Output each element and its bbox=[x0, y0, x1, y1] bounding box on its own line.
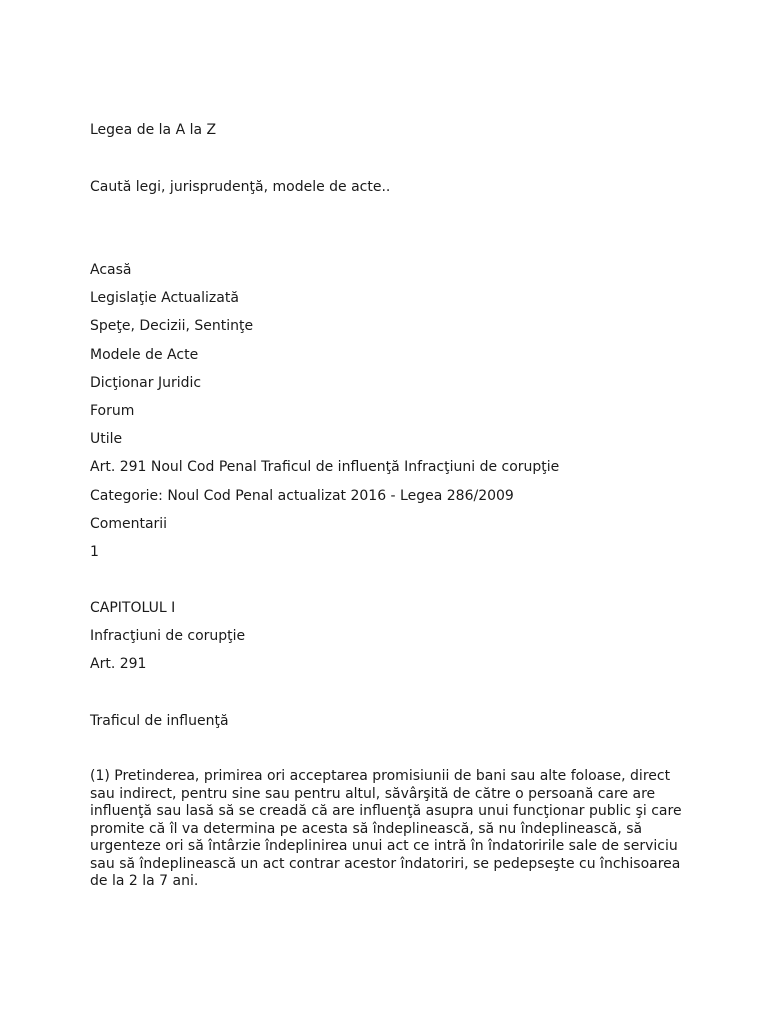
chapter-title: Infracţiuni de corupţie bbox=[90, 628, 246, 644]
nav-item-dictionar[interactable]: Dicţionar Juridic bbox=[90, 375, 202, 391]
site-title[interactable]: Legea de la A la Z bbox=[90, 122, 217, 138]
comments-label[interactable]: Comentarii bbox=[90, 516, 168, 532]
article-heading: Art. 291 Noul Cod Penal Traficul de influenţă Infracţiuni de corupţie bbox=[90, 459, 560, 475]
article-category[interactable]: Categorie: Noul Cod Penal actualizat 2016 - Legea 286/2009 bbox=[90, 488, 514, 504]
nav-item-utile[interactable]: Utile bbox=[90, 431, 123, 447]
article-paragraph: (1) Pretinderea, primirea ori acceptarea promisiunii de bani sau alte foloase, direct sau indirect, pentru sine sau pentru altul, săvârşită de către o persoană care are influenţă sau lasă să se creadă că are influenţă asupra unui funcţionar public şi care promite că îl va determina pe acesta să îndeplinească, să nu îndeplinească, să urgenteze ori să întârzie îndeplinirea unui act ce intră în îndatoririle sale de serviciu sau să îndeplinească un act contrar acestor îndatoriri, se pedepseşte cu închisoarea de la 2 la 7 ani. bbox=[90, 768, 682, 889]
chapter-label: CAPITOLUL I bbox=[90, 600, 176, 616]
article-title: Traficul de influenţă bbox=[90, 713, 229, 729]
article-number: Art. 291 bbox=[90, 656, 147, 672]
nav-item-acasa[interactable]: Acasă bbox=[90, 262, 132, 278]
search-input[interactable]: Caută legi, jurisprudenţă, modele de acte.. bbox=[90, 179, 391, 195]
nav-item-spete[interactable]: Speţe, Decizii, Sentinţe bbox=[90, 318, 254, 334]
comments-count[interactable]: 1 bbox=[90, 544, 99, 560]
nav-item-modele[interactable]: Modele de Acte bbox=[90, 347, 199, 363]
nav-item-forum[interactable]: Forum bbox=[90, 403, 135, 419]
nav-item-legislatie[interactable]: Legislaţie Actualizată bbox=[90, 290, 239, 306]
